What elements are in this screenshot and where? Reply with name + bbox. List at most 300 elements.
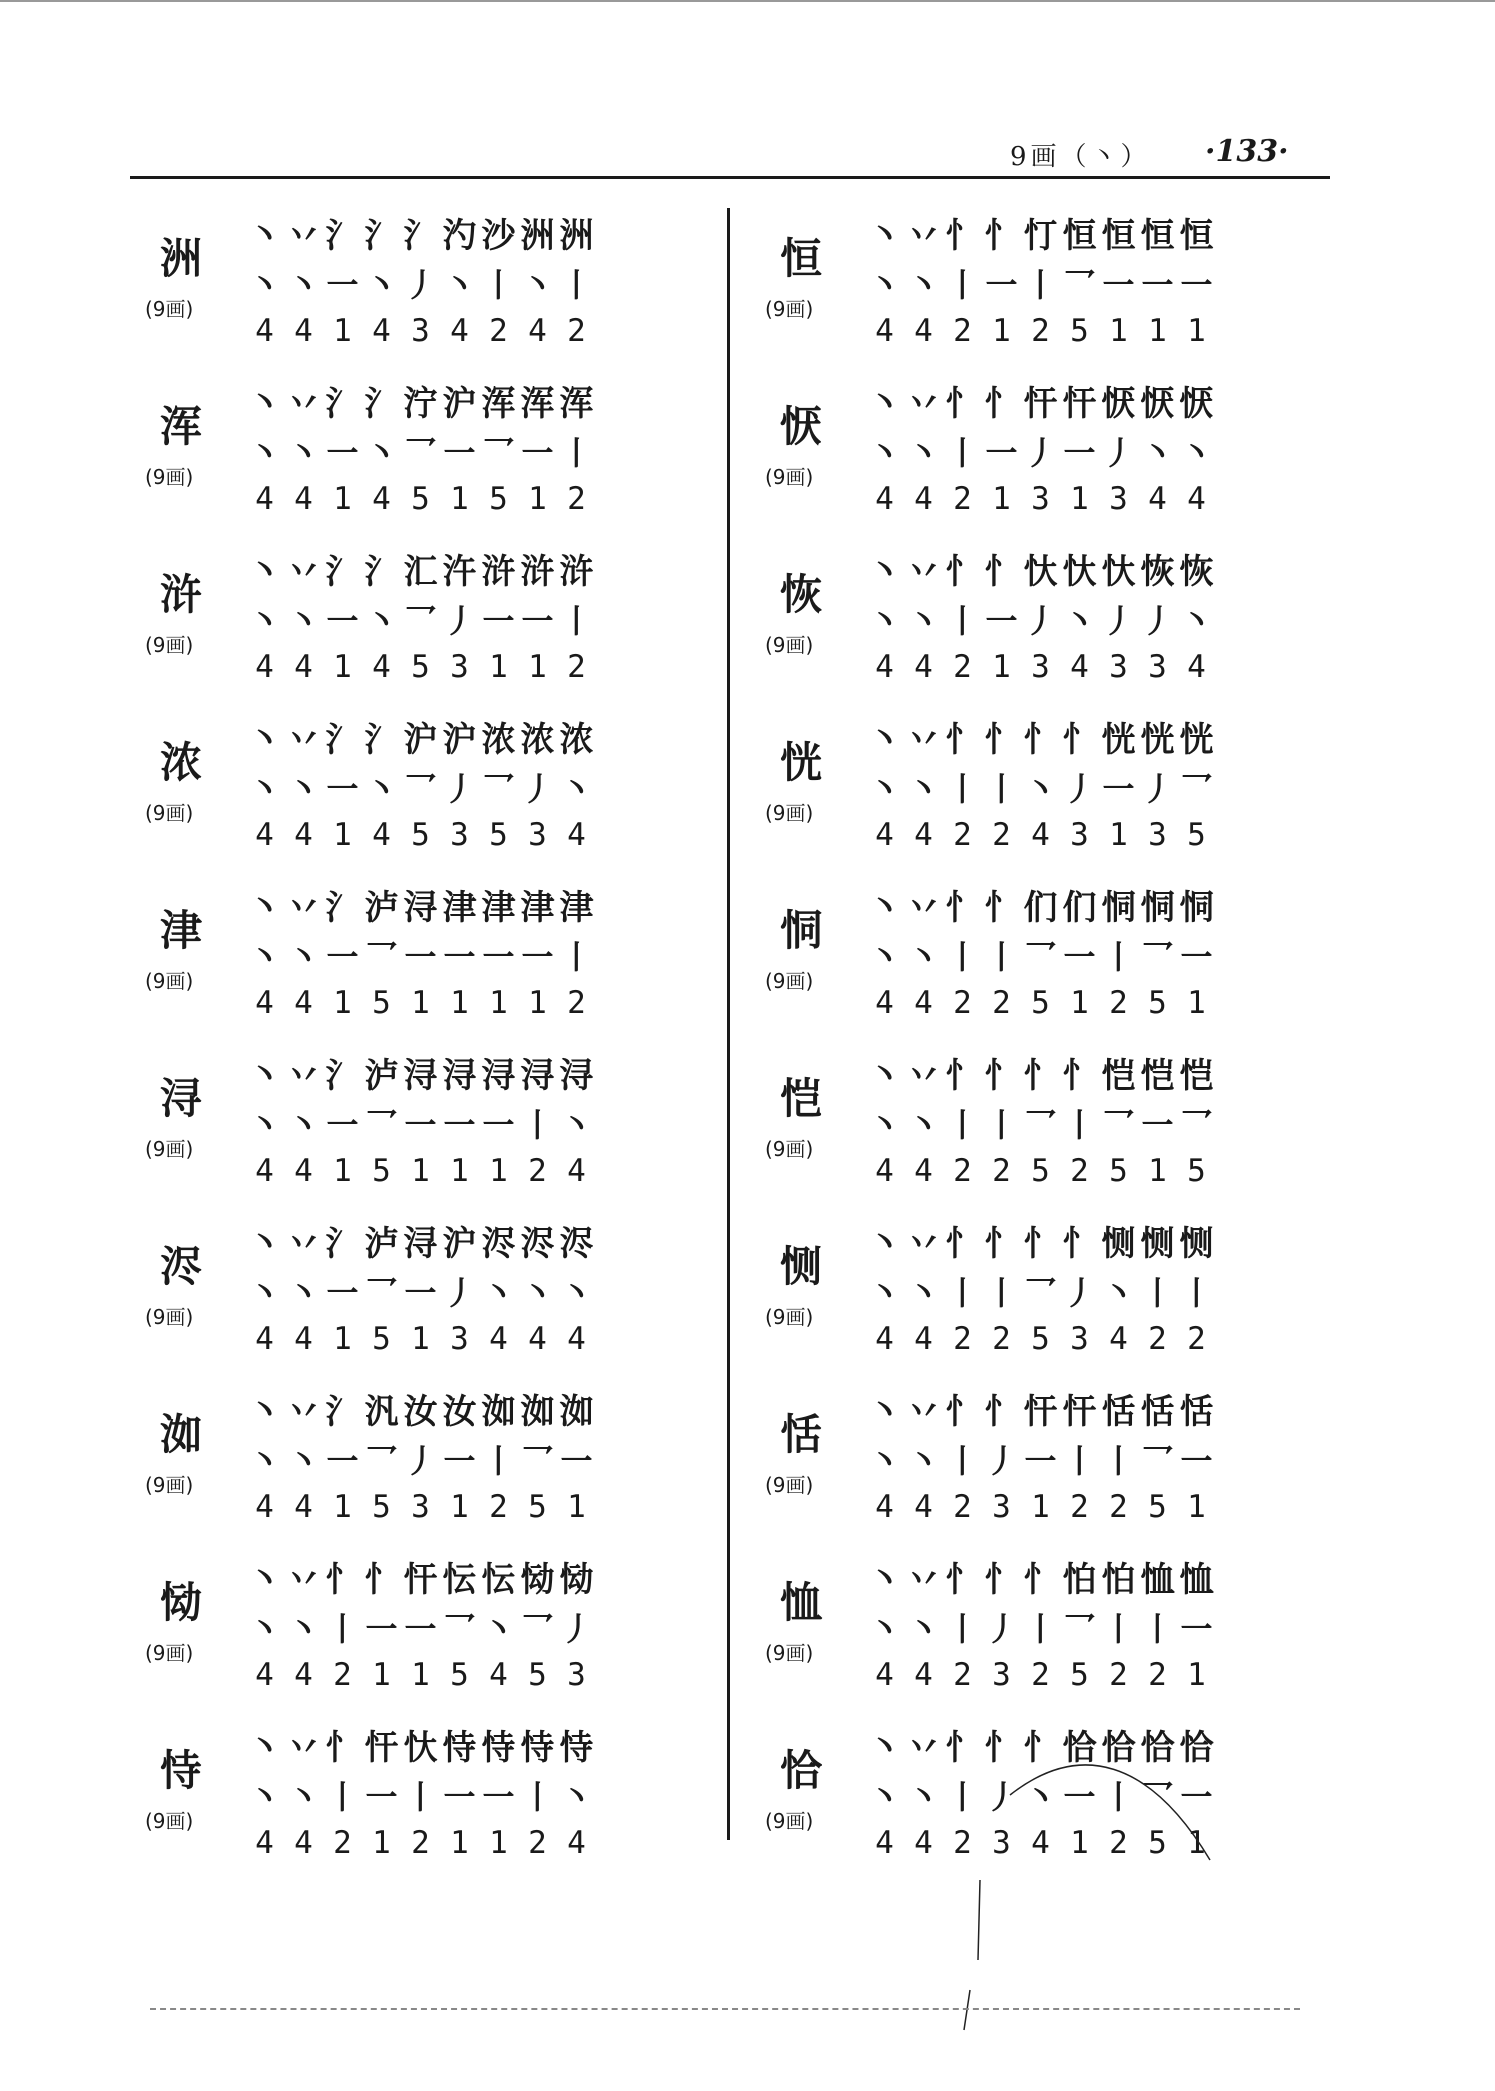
- stroke-code: 4: [294, 1489, 313, 1525]
- partial-form: 忄: [945, 216, 980, 256]
- stroke-code: 1: [1187, 1825, 1206, 1861]
- partial-form: 忄: [984, 1392, 1019, 1432]
- stroke-code: 4: [567, 817, 586, 853]
- stroke-glyph: 一: [443, 434, 476, 472]
- stroke-glyph: 丿: [443, 602, 476, 640]
- stroke-code: 1: [1148, 313, 1167, 349]
- stroke-glyph: 乛: [1141, 1442, 1174, 1480]
- stroke-glyph: 丶: [868, 1610, 901, 1648]
- stroke-glyph: 丿: [1102, 602, 1135, 640]
- stroke-glyph: 丶: [1063, 602, 1096, 640]
- stroke-code: 1: [450, 985, 469, 1021]
- partial-form: 氵: [325, 888, 360, 928]
- stroke-code: 3: [450, 817, 469, 853]
- partial-form: 忄: [945, 1392, 980, 1432]
- stroke-code: 2: [1148, 1321, 1167, 1357]
- stroke-glyph: 丨: [946, 602, 979, 640]
- stroke-code: 5: [1031, 1321, 1050, 1357]
- partial-form: 恻: [1140, 1224, 1175, 1264]
- partial-form: 浔: [481, 1056, 516, 1096]
- stroke-code: 1: [450, 1153, 469, 1189]
- partial-form: 们: [1023, 888, 1058, 928]
- stroke-glyph: 丶: [868, 1106, 901, 1144]
- stroke-code: 1: [489, 1153, 508, 1189]
- partial-form: 丶: [867, 720, 902, 760]
- stroke-code: 4: [294, 817, 313, 853]
- stroke-code: 3: [992, 1657, 1011, 1693]
- stroke-count: (9画): [145, 1641, 194, 1665]
- stroke-code: 4: [528, 313, 547, 349]
- stroke-glyph: 丶: [248, 1442, 281, 1480]
- stroke-code: 1: [1187, 1489, 1206, 1525]
- stroke-glyph: 丶: [560, 770, 593, 808]
- stroke-glyph: 一: [326, 1274, 359, 1312]
- partial-form: 忊: [1023, 216, 1058, 256]
- partial-form: 泸: [364, 1224, 399, 1264]
- partial-form: 忶: [442, 1560, 477, 1600]
- stroke-glyph: 乛: [1024, 1106, 1057, 1144]
- stroke-glyph: 乛: [404, 602, 437, 640]
- stroke-code: 1: [1187, 313, 1206, 349]
- stroke-glyph: 一: [326, 602, 359, 640]
- stroke-glyph: 丶: [907, 1274, 940, 1312]
- stroke-glyph: 一: [365, 1778, 398, 1816]
- stroke-glyph: 一: [985, 266, 1018, 304]
- stroke-code: 4: [914, 313, 933, 349]
- stroke-glyph: 丶: [365, 770, 398, 808]
- partial-form: 津: [442, 888, 477, 928]
- partial-form: 浔: [442, 1056, 477, 1096]
- stroke-code: 2: [411, 1825, 430, 1861]
- stroke-glyph: 丶: [1102, 1274, 1135, 1312]
- stroke-code: 2: [992, 1321, 1011, 1357]
- partial-form: 恃: [481, 1728, 516, 1768]
- partial-form: 恒: [1101, 216, 1136, 256]
- partial-form: 浕: [559, 1224, 594, 1264]
- stroke-code: 1: [1109, 817, 1128, 853]
- stroke-glyph: 乛: [1063, 1610, 1096, 1648]
- stroke-code: 1: [450, 481, 469, 517]
- stroke-glyph: 丶: [1141, 434, 1174, 472]
- stroke-glyph: 丿: [404, 1442, 437, 1480]
- stroke-code: 4: [875, 985, 894, 1021]
- partial-form: 恃: [520, 1728, 555, 1768]
- stroke-glyph: 一: [1102, 770, 1135, 808]
- partial-form: 恺: [1179, 1056, 1214, 1096]
- stroke-code: 5: [372, 1489, 391, 1525]
- stroke-code: 5: [450, 1657, 469, 1693]
- stroke-count: (9画): [765, 1809, 814, 1833]
- partial-form: 丷: [906, 1560, 941, 1600]
- stroke-glyph: 丨: [521, 1106, 554, 1144]
- stroke-glyph: 丶: [248, 770, 281, 808]
- partial-form: 丷: [906, 384, 941, 424]
- stroke-glyph: 丶: [560, 1106, 593, 1144]
- partial-form: 恒: [1179, 216, 1214, 256]
- stroke-code: 2: [1109, 985, 1128, 1021]
- partial-form: 浑: [520, 384, 555, 424]
- partial-form: 氵: [364, 216, 399, 256]
- partial-form: 怕: [1101, 1560, 1136, 1600]
- partial-form: 浒: [481, 552, 516, 592]
- partial-form: 恰: [1140, 1728, 1175, 1768]
- partial-form: 丶: [867, 1392, 902, 1432]
- stroke-glyph: 一: [326, 1442, 359, 1480]
- stroke-glyph: 丨: [1102, 1610, 1135, 1648]
- stroke-glyph: 丨: [985, 1274, 1018, 1312]
- stroke-code: 1: [567, 1489, 586, 1525]
- stroke-code: 4: [567, 1153, 586, 1189]
- stroke-code: 4: [914, 1657, 933, 1693]
- head-character: 恢: [780, 570, 823, 619]
- stroke-glyph: 丨: [985, 770, 1018, 808]
- stroke-glyph: 丶: [287, 1610, 320, 1648]
- stroke-glyph: 乛: [482, 434, 515, 472]
- stroke-glyph: 丨: [946, 770, 979, 808]
- partial-form: 忄: [984, 720, 1019, 760]
- partial-form: 浔: [403, 1224, 438, 1264]
- partial-form: 洳: [559, 1392, 594, 1432]
- partial-form: 忓: [403, 1560, 438, 1600]
- stroke-code: 3: [1148, 649, 1167, 685]
- stroke-code: 2: [953, 649, 972, 685]
- stroke-glyph: 丶: [287, 602, 320, 640]
- partial-form: 忕: [1062, 552, 1097, 592]
- head-character: 津: [160, 906, 203, 955]
- partial-form: 恬: [1140, 1392, 1175, 1432]
- stroke-glyph: 丨: [946, 1274, 979, 1312]
- stroke-glyph: 丶: [248, 602, 281, 640]
- stroke-code: 5: [1148, 1489, 1167, 1525]
- partial-form: 忄: [1023, 1056, 1058, 1096]
- stroke-code: 4: [1109, 1321, 1128, 1357]
- stroke-glyph: 一: [985, 434, 1018, 472]
- stroke-code: 4: [914, 1825, 933, 1861]
- partial-form: 丶: [247, 216, 282, 256]
- stroke-code: 5: [1187, 817, 1206, 853]
- stroke-code: 2: [1031, 313, 1050, 349]
- head-character: 恹: [780, 402, 823, 451]
- stroke-code: 1: [411, 985, 430, 1021]
- stroke-code: 2: [992, 985, 1011, 1021]
- stroke-code: 4: [294, 1825, 313, 1861]
- partial-form: 恍: [1101, 720, 1136, 760]
- stroke-count: (9画): [765, 801, 814, 825]
- footer-rule: [150, 2008, 1300, 2011]
- partial-form: 泸: [364, 888, 399, 928]
- stroke-code: 4: [875, 1825, 894, 1861]
- stroke-code: 1: [411, 1657, 430, 1693]
- stroke-count: (9画): [145, 1809, 194, 1833]
- stroke-glyph: 一: [1102, 266, 1135, 304]
- partial-form: 氵: [325, 1392, 360, 1432]
- partial-form: 忕: [1023, 552, 1058, 592]
- stroke-glyph: 丶: [287, 1778, 320, 1816]
- stroke-glyph: 丶: [248, 1610, 281, 1648]
- stroke-glyph: 丨: [1141, 1274, 1174, 1312]
- head-character: 浓: [160, 738, 203, 787]
- stroke-code: 1: [1070, 481, 1089, 517]
- stroke-glyph: 一: [443, 1106, 476, 1144]
- partial-form: 浕: [481, 1224, 516, 1264]
- stroke-code: 4: [489, 1657, 508, 1693]
- partial-form: 恹: [1101, 384, 1136, 424]
- stroke-glyph: 丿: [443, 770, 476, 808]
- partial-form: 丶: [247, 1056, 282, 1096]
- stroke-code: 3: [992, 1825, 1011, 1861]
- stroke-glyph: 丨: [1102, 1442, 1135, 1480]
- stroke-glyph: 乛: [1063, 266, 1096, 304]
- stroke-glyph: 丨: [1180, 1274, 1213, 1312]
- stroke-glyph: 丶: [365, 602, 398, 640]
- stroke-glyph: 乛: [365, 1274, 398, 1312]
- partial-form: 忓: [1023, 384, 1058, 424]
- partial-form: 浔: [403, 1056, 438, 1096]
- partial-form: 恺: [1101, 1056, 1136, 1096]
- stroke-glyph: 丨: [521, 1778, 554, 1816]
- stroke-code: 4: [255, 1489, 274, 1525]
- stroke-code: 1: [528, 985, 547, 1021]
- partial-form: 丷: [286, 720, 321, 760]
- stroke-glyph: 丨: [560, 938, 593, 976]
- partial-form: 洳: [481, 1392, 516, 1432]
- partial-form: 洲: [559, 216, 594, 256]
- stroke-code: 4: [372, 817, 391, 853]
- partial-form: 恹: [1140, 384, 1175, 424]
- stroke-code: 2: [1109, 1489, 1128, 1525]
- stroke-glyph: 乛: [365, 1442, 398, 1480]
- head-character: 恸: [160, 1578, 203, 1627]
- stroke-glyph: 一: [1180, 266, 1213, 304]
- partial-form: 恻: [1179, 1224, 1214, 1264]
- stroke-glyph: 乛: [1141, 938, 1174, 976]
- stroke-glyph: 丿: [1102, 434, 1135, 472]
- partial-form: 忄: [984, 1560, 1019, 1600]
- stroke-code: 2: [992, 817, 1011, 853]
- partial-form: 氵: [403, 216, 438, 256]
- partial-form: 氵: [325, 1224, 360, 1264]
- stroke-code: 2: [1031, 1657, 1050, 1693]
- partial-form: 丶: [867, 216, 902, 256]
- stroke-glyph: 丿: [985, 1610, 1018, 1648]
- partial-form: 们: [1062, 888, 1097, 928]
- stroke-count: (9画): [145, 1305, 194, 1329]
- stroke-count: (9画): [145, 1473, 194, 1497]
- partial-form: 恃: [559, 1728, 594, 1768]
- partial-form: 丷: [906, 216, 941, 256]
- stroke-code: 2: [992, 1153, 1011, 1189]
- partial-form: 恃: [442, 1728, 477, 1768]
- partial-form: 忄: [1023, 720, 1058, 760]
- stroke-code: 4: [255, 1153, 274, 1189]
- stroke-code: 4: [255, 1825, 274, 1861]
- stroke-code: 4: [914, 1153, 933, 1189]
- stroke-code: 1: [992, 313, 1011, 349]
- partial-form: 丷: [286, 1056, 321, 1096]
- stroke-code: 2: [953, 1825, 972, 1861]
- stroke-code: 2: [567, 313, 586, 349]
- partial-form: 丶: [867, 552, 902, 592]
- stroke-glyph: 一: [1180, 1442, 1213, 1480]
- partial-form: 丷: [906, 1224, 941, 1264]
- stroke-code: 5: [1031, 985, 1050, 1021]
- partial-form: 忄: [325, 1560, 360, 1600]
- partial-form: 忄: [945, 1728, 980, 1768]
- partial-form: 浓: [559, 720, 594, 760]
- stroke-glyph: 乛: [443, 1610, 476, 1648]
- partial-form: 泸: [364, 1056, 399, 1096]
- stroke-code: 3: [1148, 817, 1167, 853]
- stroke-code: 3: [450, 1321, 469, 1357]
- stroke-code: 1: [372, 1825, 391, 1861]
- stroke-glyph: 乛: [1180, 1106, 1213, 1144]
- stroke-count: (9画): [765, 1137, 814, 1161]
- partial-form: 氵: [325, 1056, 360, 1096]
- stroke-glyph: 一: [404, 1106, 437, 1144]
- stroke-glyph: 一: [1063, 434, 1096, 472]
- stroke-glyph: 乛: [1141, 1778, 1174, 1816]
- stroke-code: 1: [1031, 1489, 1050, 1525]
- stroke-code: 4: [567, 1321, 586, 1357]
- stroke-code: 4: [255, 649, 274, 685]
- stroke-code: 5: [1070, 313, 1089, 349]
- partial-form: 丶: [247, 720, 282, 760]
- stroke-code: 1: [992, 481, 1011, 517]
- stroke-glyph: 丶: [868, 602, 901, 640]
- stroke-glyph: 丶: [248, 938, 281, 976]
- partial-form: 恒: [1062, 216, 1097, 256]
- partial-form: 津: [481, 888, 516, 928]
- stroke-code: 2: [489, 313, 508, 349]
- stroke-glyph: 丶: [907, 434, 940, 472]
- stroke-glyph: 丨: [482, 266, 515, 304]
- partial-form: 恺: [1140, 1056, 1175, 1096]
- partial-form: 浓: [520, 720, 555, 760]
- head-character: 恍: [780, 738, 823, 787]
- stroke-code: 5: [528, 1489, 547, 1525]
- stroke-code: 4: [489, 1321, 508, 1357]
- stroke-count: (9画): [765, 969, 814, 993]
- stroke-glyph: 乛: [1024, 938, 1057, 976]
- partial-form: 丶: [247, 1560, 282, 1600]
- partial-form: 忄: [1062, 1056, 1097, 1096]
- stroke-glyph: 丶: [1024, 1778, 1057, 1816]
- stroke-code: 1: [489, 649, 508, 685]
- partial-form: 忄: [1062, 1224, 1097, 1264]
- stroke-code: 4: [914, 817, 933, 853]
- stroke-glyph: 一: [443, 938, 476, 976]
- stroke-glyph: 丿: [521, 770, 554, 808]
- stroke-glyph: 丿: [1141, 770, 1174, 808]
- stroke-code: 2: [1187, 1321, 1206, 1357]
- stroke-glyph: 丨: [1102, 938, 1135, 976]
- stroke-code: 3: [567, 1657, 586, 1693]
- stroke-code: 3: [992, 1489, 1011, 1525]
- stroke-glyph: 丨: [1141, 1610, 1174, 1648]
- stroke-glyph: 丶: [287, 1106, 320, 1144]
- stroke-code: 5: [1148, 985, 1167, 1021]
- partial-form: 丶: [247, 1728, 282, 1768]
- partial-form: 恢: [1140, 552, 1175, 592]
- stroke-code: 2: [528, 1153, 547, 1189]
- partial-form: 丶: [867, 1224, 902, 1264]
- stroke-code: 1: [1187, 985, 1206, 1021]
- stroke-code: 4: [914, 985, 933, 1021]
- stroke-code: 1: [1187, 1657, 1206, 1693]
- stroke-glyph: 一: [1141, 266, 1174, 304]
- stroke-code: 1: [333, 1489, 352, 1525]
- stroke-code: 4: [528, 1321, 547, 1357]
- partial-form: 氵: [364, 720, 399, 760]
- stroke-glyph: 乛: [365, 938, 398, 976]
- stroke-glyph: 乛: [521, 1442, 554, 1480]
- stroke-code: 1: [411, 1321, 430, 1357]
- stroke-glyph: 丶: [560, 1274, 593, 1312]
- partial-form: 浕: [520, 1224, 555, 1264]
- stroke-glyph: 一: [404, 938, 437, 976]
- stroke-code: 5: [372, 1153, 391, 1189]
- stroke-glyph: 丶: [1180, 434, 1213, 472]
- stroke-count: (9画): [765, 1641, 814, 1665]
- partial-form: 丶: [867, 1728, 902, 1768]
- partial-form: 丷: [286, 216, 321, 256]
- stroke-glyph: 一: [326, 434, 359, 472]
- stroke-glyph: 一: [326, 938, 359, 976]
- stroke-glyph: 丶: [868, 1442, 901, 1480]
- stroke-code: 3: [1070, 817, 1089, 853]
- stroke-glyph: 丨: [1024, 266, 1057, 304]
- stroke-code: 3: [411, 1489, 430, 1525]
- stroke-code: 4: [875, 313, 894, 349]
- head-character: 浔: [160, 1074, 203, 1123]
- stroke-glyph: 丶: [868, 266, 901, 304]
- stroke-glyph: 丿: [1063, 770, 1096, 808]
- partial-form: 恍: [1179, 720, 1214, 760]
- stroke-glyph: 一: [326, 770, 359, 808]
- partial-form: 恤: [1179, 1560, 1214, 1600]
- stroke-code: 5: [411, 481, 430, 517]
- stroke-glyph: 一: [1024, 1442, 1057, 1480]
- stroke-glyph: 丶: [868, 434, 901, 472]
- partial-form: 怕: [1062, 1560, 1097, 1600]
- stroke-glyph: 一: [1141, 1106, 1174, 1144]
- partial-form: 沙: [481, 216, 516, 256]
- stroke-glyph: 丶: [248, 1274, 281, 1312]
- head-character: 恰: [780, 1746, 823, 1795]
- stroke-glyph: 丿: [1024, 434, 1057, 472]
- stroke-glyph: 丨: [946, 1610, 979, 1648]
- stroke-code: 5: [1187, 1153, 1206, 1189]
- stroke-glyph: 一: [1180, 1610, 1213, 1648]
- stroke-code: 1: [1148, 1153, 1167, 1189]
- stroke-code: 1: [333, 1153, 352, 1189]
- partial-form: 丶: [867, 888, 902, 928]
- partial-form: 恒: [1140, 216, 1175, 256]
- partial-form: 丷: [286, 552, 321, 592]
- stroke-code: 4: [875, 1321, 894, 1357]
- partial-form: 丷: [286, 1728, 321, 1768]
- stroke-code: 2: [528, 1825, 547, 1861]
- stroke-glyph: 丶: [907, 770, 940, 808]
- partial-form: 恫: [1140, 888, 1175, 928]
- stroke-glyph: 乛: [482, 770, 515, 808]
- stroke-glyph: 一: [404, 1274, 437, 1312]
- stroke-code: 5: [1109, 1153, 1128, 1189]
- stroke-code: 4: [875, 481, 894, 517]
- stroke-glyph: 丶: [287, 938, 320, 976]
- stroke-code: 5: [372, 985, 391, 1021]
- stroke-code: 1: [333, 817, 352, 853]
